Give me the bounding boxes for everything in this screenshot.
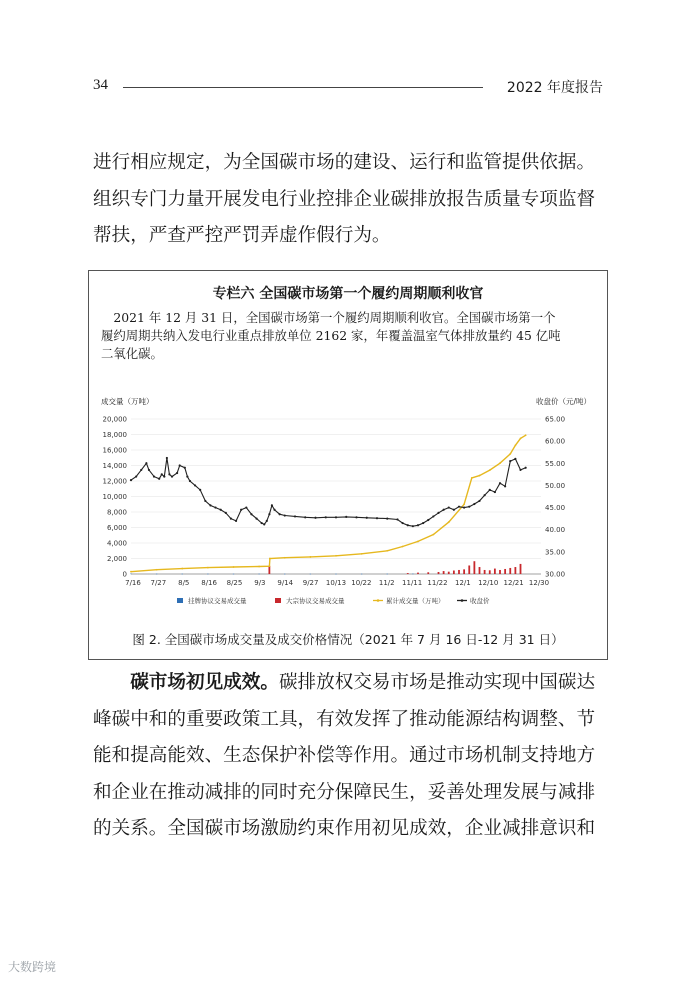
close-price-point <box>204 500 206 502</box>
x-tick-label: 12/10 <box>478 579 499 587</box>
cumulative-volume-point <box>514 444 516 446</box>
close-price-point <box>263 523 265 525</box>
close-price-point <box>355 516 357 518</box>
cumulative-volume-point <box>432 534 434 536</box>
close-price-point <box>432 515 434 517</box>
box-text-line: 二氧化碳。 <box>101 346 163 361</box>
close-price-point <box>314 517 316 519</box>
x-tick-label: 11/11 <box>402 579 423 587</box>
close-price-point <box>335 516 337 518</box>
cumulative-volume-line <box>131 435 526 571</box>
header-rule <box>123 87 483 88</box>
x-tick-label: 10/22 <box>351 579 372 587</box>
x-tick-label: 12/21 <box>503 579 524 587</box>
x-tick-label: 12/1 <box>455 579 471 587</box>
cumulative-volume-point <box>489 469 491 471</box>
block-volume-bar <box>453 571 455 574</box>
cumulative-volume-point <box>463 503 465 505</box>
x-tick-label: 7/16 <box>125 579 141 587</box>
y-left-tick-label: 6,000 <box>106 524 127 532</box>
close-price-point <box>345 516 347 518</box>
close-price-point <box>284 514 286 516</box>
y-left-axis-label: 成交量（万吨） <box>101 397 154 406</box>
cumulative-volume-point <box>335 555 337 557</box>
cumulative-volume-point <box>207 567 209 569</box>
close-price-point <box>194 484 196 486</box>
paragraph-lead: 碳市场初见成效。 <box>130 672 279 693</box>
close-price-point <box>412 525 414 527</box>
close-price-point <box>463 506 465 508</box>
chart-lines <box>130 434 527 572</box>
close-price-point <box>158 478 160 480</box>
legend-listing-label: 挂牌协议交易成交量 <box>188 597 247 605</box>
paragraph-line: 和企业在推动减排的同时充分保障民生，妥善处理发展与减排 <box>93 781 596 803</box>
block-volume-bar <box>427 572 429 574</box>
close-price-point <box>161 473 163 475</box>
cumulative-volume-point <box>520 437 522 439</box>
close-price-point <box>171 475 173 477</box>
chart-svg <box>89 389 607 617</box>
x-tick-label: 9/27 <box>302 579 319 587</box>
close-price-point <box>325 516 327 518</box>
y-left-tick-label: 14,000 <box>102 462 127 470</box>
close-price-point <box>376 517 378 519</box>
cumulative-volume-point <box>181 568 183 570</box>
paragraph-line: 的关系。全国碳市场激励约束作用初见成效，企业减排意识和 <box>93 818 596 839</box>
box-text-line: 履约周期共纳入发电行业重点排放单位 2162 家，年覆盖温室气体排放量约 45 亿吨 <box>101 328 561 343</box>
x-tick-label: 11/22 <box>427 579 448 587</box>
close-price-point <box>271 504 273 506</box>
y-left-tick-label: 10,000 <box>102 493 127 501</box>
block-volume-bar <box>484 570 486 574</box>
block-volume-bar <box>504 569 506 574</box>
close-price-point <box>179 464 181 466</box>
close-price-point <box>214 506 216 508</box>
block-volume-bar <box>458 570 460 574</box>
close-price-point <box>407 524 409 526</box>
cumulative-volume-point <box>525 434 527 436</box>
legend-cumulative-label: 累计成交量（万吨） <box>386 597 445 605</box>
y-right-tick-label: 40.00 <box>545 526 566 535</box>
cumulative-volume-point <box>268 565 270 567</box>
listing-volume-bar <box>335 574 336 575</box>
block-volume-bar <box>514 567 516 574</box>
close-price-point <box>189 480 191 482</box>
close-price-point <box>245 506 247 508</box>
close-price-point <box>478 500 480 502</box>
listing-volume-bar <box>156 574 157 575</box>
chart-axes <box>103 416 566 588</box>
box-text <box>101 309 596 363</box>
cumulative-volume-point <box>509 453 511 455</box>
close-price-point <box>250 513 252 515</box>
close-price-point <box>135 475 137 477</box>
block-volume-bar <box>494 569 496 574</box>
cumulative-volume-point <box>448 521 450 523</box>
close-price-point <box>519 469 521 471</box>
report-title: 2022 年度报告 <box>506 80 603 96</box>
cumulative-volume-point <box>258 566 260 568</box>
block-volume-bar <box>473 561 475 574</box>
close-price-point <box>417 524 419 526</box>
carbon-market-chart <box>89 389 607 617</box>
close-price-point <box>209 504 211 506</box>
close-price-point <box>473 503 475 505</box>
legend-cumulative-marker <box>377 599 380 602</box>
block-volume-bar <box>509 568 511 574</box>
close-price-point <box>148 469 150 471</box>
y-left-tick-label: 16,000 <box>102 446 127 455</box>
close-price-point <box>437 512 439 514</box>
close-price-point <box>186 475 188 477</box>
page-header <box>93 73 603 99</box>
cumulative-volume-point <box>130 571 132 573</box>
box-title: 专栏六 全国碳市场第一个履约周期顺利收官 <box>212 286 484 302</box>
close-price-point <box>458 506 460 508</box>
feature-box <box>88 270 608 660</box>
paragraph-line <box>93 665 608 702</box>
block-volume-bar <box>463 569 465 574</box>
block-volume-bar <box>499 570 501 574</box>
y-left-tick-label: 20,000 <box>102 415 127 424</box>
y-left-tick-label: 8,000 <box>106 508 127 517</box>
y-right-tick-label: 45.00 <box>545 504 566 513</box>
y-right-tick-label: 65.00 <box>545 415 566 424</box>
close-price-point <box>422 522 424 524</box>
x-tick-label: 8/25 <box>226 579 243 587</box>
paragraph-top <box>93 145 608 255</box>
chart-legend <box>177 596 490 605</box>
y-left-tick-label: 18,000 <box>102 431 127 439</box>
cumulative-volume-point <box>284 557 286 559</box>
close-price-point <box>453 509 455 511</box>
close-price-point <box>199 489 201 491</box>
close-price-point <box>304 516 306 518</box>
close-price-point <box>499 482 501 484</box>
close-price-point <box>168 473 170 475</box>
block-volume-bar <box>489 570 491 574</box>
close-price-point <box>261 522 263 524</box>
close-price-point <box>145 462 147 464</box>
paragraph-line: 进行相应规定，为全国碳市场的建设、运行和监管提供依据。 <box>93 152 596 173</box>
close-price-point <box>514 458 516 460</box>
cumulative-volume-point <box>269 558 271 560</box>
cumulative-volume-point <box>233 566 235 568</box>
close-price-point <box>240 509 242 511</box>
listing-volume-bar <box>412 574 413 575</box>
block-volume-bar <box>268 566 270 574</box>
close-price-point <box>225 512 227 514</box>
paragraph-line: 峰碳中和的重要政策工具，有效发挥了推动能源结构调整、节 <box>93 708 596 730</box>
close-price-point <box>427 519 429 521</box>
watermark: 大数跨境 <box>8 960 57 974</box>
listing-volume-bar <box>207 574 208 575</box>
close-price-point <box>153 475 155 477</box>
listing-volume-bar <box>130 574 131 575</box>
paragraph-line-rest: 碳排放权交易市场是推动实现中国碳达 <box>278 672 596 693</box>
block-volume-bar <box>468 565 470 574</box>
listing-volume-bar <box>284 574 285 575</box>
close-price-point <box>273 509 275 511</box>
block-volume-bar <box>438 572 440 574</box>
cumulative-volume-point <box>402 546 404 548</box>
block-volume-bar <box>479 567 481 574</box>
block-volume-bar <box>448 572 450 574</box>
close-price-point <box>489 489 491 491</box>
x-tick-label: 11/2 <box>378 579 395 587</box>
block-volume-bar <box>520 564 522 574</box>
y-left-tick-label: 0 <box>122 570 127 579</box>
y-right-axis-label: 收盘价（元/吨） <box>535 397 591 406</box>
x-tick-label: 12/30 <box>528 579 550 587</box>
figure-caption: 图 2. 全国碳市场成交量及成交价格情况（2021 年 7 月 16 日-12 月 31 日） <box>132 632 564 647</box>
y-left-tick-label: 12,000 <box>102 477 127 486</box>
close-price-point <box>484 494 486 496</box>
legend-close-marker <box>461 599 464 602</box>
close-price-point <box>166 457 168 459</box>
paragraph-line: 组织专门力量开展发电行业控排企业碳排放报告质量专项监督 <box>93 188 596 210</box>
x-tick-label: 10/13 <box>325 579 347 587</box>
cumulative-volume-point <box>386 550 388 552</box>
close-price-point <box>255 518 257 520</box>
close-price-point <box>235 520 237 522</box>
close-price-point <box>268 513 270 515</box>
y-right-tick-label: 55.00 <box>545 459 566 468</box>
cumulative-volume-point <box>156 569 158 571</box>
close-price-point <box>279 513 281 515</box>
close-price-point <box>366 517 368 519</box>
close-price-point <box>448 506 450 508</box>
close-price-point <box>230 518 232 520</box>
box-text-line: 2021 年 12 月 31 日，全国碳市场第一个履约周期顺利收官。全国碳市场第一个 <box>113 310 556 325</box>
close-price-point <box>468 506 470 508</box>
close-price-point <box>140 469 142 471</box>
y-right-tick-label: 60.00 <box>545 437 566 446</box>
y-left-tick-label: 4,000 <box>106 539 127 548</box>
close-price-point <box>504 485 506 487</box>
listing-volume-bar <box>387 574 388 575</box>
paragraph-line: 帮扶，严查严控严罚弄虚作假行为。 <box>93 225 391 246</box>
cumulative-volume-point <box>479 475 481 477</box>
cumulative-volume-point <box>471 477 473 479</box>
close-price-point <box>266 520 268 522</box>
close-price-point <box>220 509 222 511</box>
close-price-point <box>184 467 186 469</box>
block-volume-bar <box>443 571 445 574</box>
close-price-point <box>494 491 496 493</box>
legend-block-swatch <box>275 598 281 603</box>
x-tick-label: 8/16 <box>201 579 217 587</box>
listing-volume-bar <box>233 574 234 575</box>
y-left-tick-label: 2,000 <box>106 555 127 563</box>
close-price-point <box>386 518 388 520</box>
x-tick-label: 8/5 <box>178 579 190 587</box>
close-price-point <box>396 518 398 520</box>
y-right-tick-label: 35.00 <box>545 548 566 557</box>
block-volume-bar <box>407 573 409 574</box>
cumulative-volume-point <box>309 556 311 558</box>
legend-listing-swatch <box>177 598 183 603</box>
listing-volume-bar <box>361 574 362 575</box>
x-tick-label: 9/3 <box>254 579 266 587</box>
close-price-point <box>130 479 132 481</box>
close-price-point <box>525 467 527 469</box>
close-price-line <box>131 458 526 526</box>
x-tick-label: 7/27 <box>150 579 167 587</box>
listing-volume-bar <box>182 574 183 575</box>
listing-volume-bar <box>258 574 259 575</box>
paragraph-bottom <box>93 665 608 848</box>
close-price-point <box>163 475 165 477</box>
cumulative-volume-point <box>361 553 363 555</box>
close-price-point <box>509 460 511 462</box>
cumulative-volume-point <box>417 541 419 543</box>
cumulative-volume-point <box>499 462 501 464</box>
y-right-tick-label: 30.00 <box>545 570 566 579</box>
block-volume-bar <box>417 573 419 574</box>
x-tick-label: 9/14 <box>277 579 294 587</box>
legend-close-label: 收盘价 <box>470 597 490 605</box>
page-number: 34 <box>93 77 108 93</box>
y-right-tick-label: 50.00 <box>545 481 566 490</box>
listing-volume-bar <box>310 574 311 575</box>
legend-block-label: 大宗协议交易成交量 <box>286 597 345 605</box>
close-price-point <box>443 509 445 511</box>
close-price-point <box>294 515 296 517</box>
close-price-point <box>402 522 404 524</box>
paragraph-line: 能和提高能效、生态保护补偿等作用。通过市场机制支持地方 <box>93 745 596 766</box>
close-price-point <box>176 472 178 474</box>
